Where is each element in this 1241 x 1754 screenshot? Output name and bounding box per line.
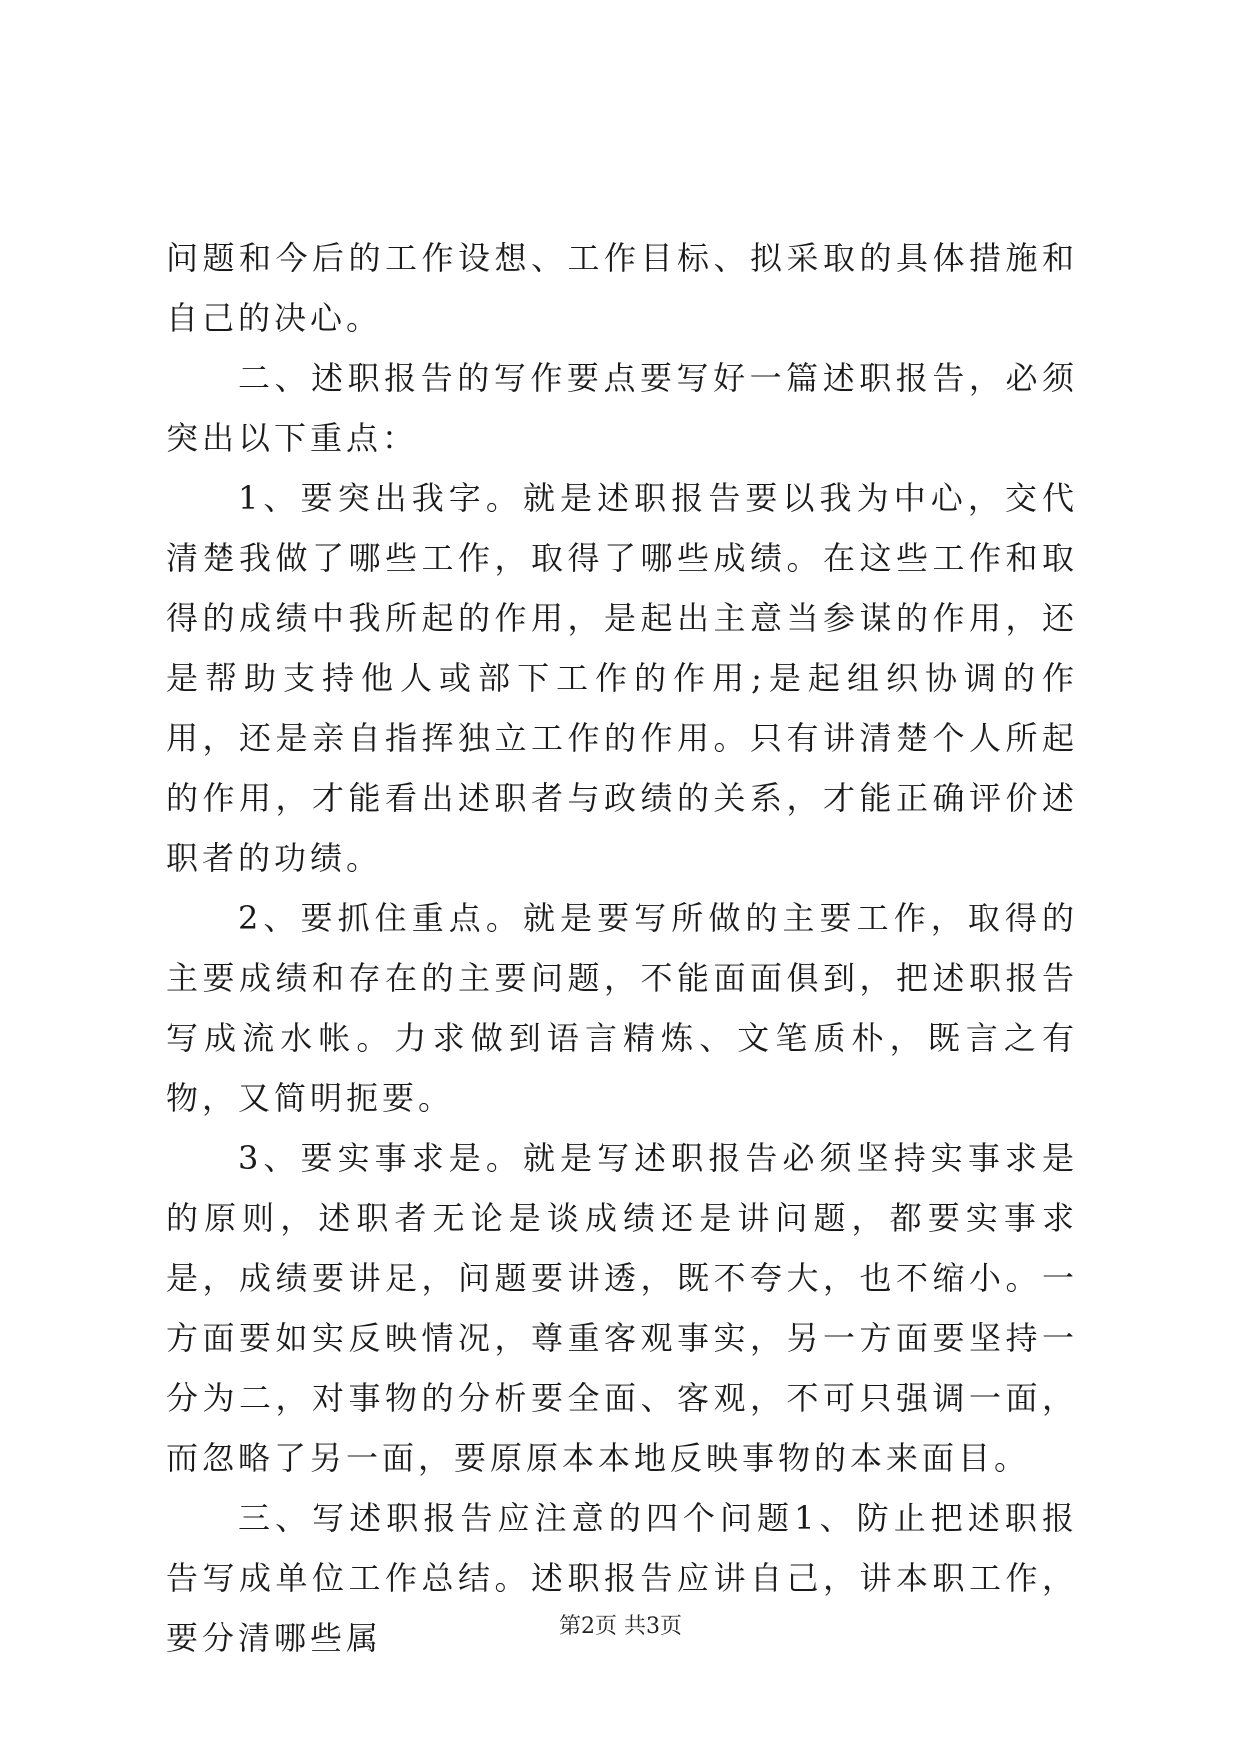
paragraph-point-two: 2、要抓住重点。就是要写所做的主要工作，取得的主要成绩和存在的主要问题，不能面面俱到，把述职报告写成流水帐。力求做到语言精炼、文笔质朴，既言之有物，又简明扼要。	[166, 899, 1078, 1117]
paragraph-section-two-heading: 二、述职报告的写作要点要写好一篇述职报告，必须突出以下重点：	[166, 359, 1078, 457]
paragraph-point-three: 3、要实事求是。就是写述职报告必须坚持实事求是的原则，述职者无论是谈成绩还是讲问题，都要实事求是，成绩要讲足，问题要讲透，既不夸大，也不缩小。一方面要如实反映情况，尊重客观事实，另一方面要坚持一分为二，对事物的分析要全面、客观，不可只强调一面，而忽略了另一面，要原原本本地反映事物的本来面目。	[166, 1139, 1078, 1477]
page-footer: 第2页 共3页	[559, 1614, 682, 1639]
document-body	[166, 228, 1078, 1668]
paragraph-section-three-heading: 三、写述职报告应注意的四个问题1、防止把述职报告写成单位工作总结。述职报告应讲自己，讲本职工作，要分清哪些属	[166, 1499, 1078, 1657]
paragraph-continuation: 问题和今后的工作设想、工作目标、拟采取的具体措施和自己的决心。	[166, 239, 1078, 337]
paragraph-point-one: 1、要突出我字。就是述职报告要以我为中心，交代清楚我做了哪些工作，取得了哪些成绩。在这些工作和取得的成绩中我所起的作用，是起出主意当参谋的作用，还是帮助支持他人或部下工作的作用;是起组织协调的作用，还是亲自指挥独立工作的作用。只有讲清楚个人所起的作用，才能看出述职者与政绩的关系，才能正确评价述职者的功绩。	[166, 479, 1078, 877]
